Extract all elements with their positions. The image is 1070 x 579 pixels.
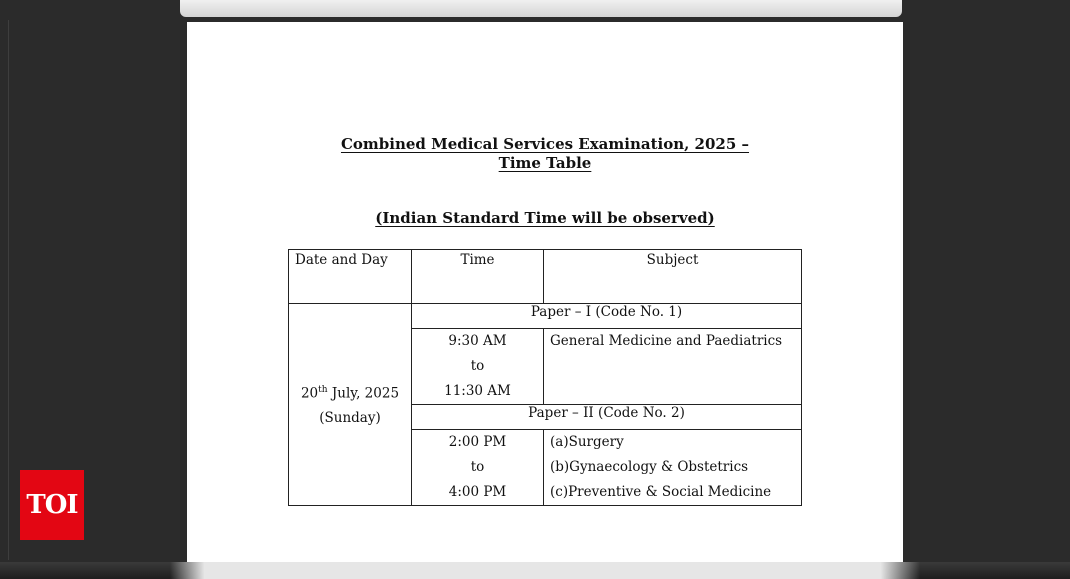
list-item: (a)Surgery	[550, 434, 624, 450]
header-time: Time	[412, 250, 544, 304]
document-title: Combined Medical Services Examination, 2025 –	[340, 135, 750, 153]
paper1-subject: General Medicine and Paediatrics	[544, 329, 802, 405]
list-item: (b)Gynaecology & Obstetrics	[550, 459, 749, 475]
exam-date-cell	[289, 304, 412, 506]
paper2-time: 2:00 PM to 4:00 PM	[412, 430, 544, 506]
viewer-bottom-strip	[0, 562, 1070, 579]
document-page	[187, 22, 903, 567]
paper1-row	[289, 304, 802, 329]
paper1-title: Paper – I (Code No. 1)	[412, 304, 802, 329]
viewer-top-strip	[180, 0, 902, 17]
toi-logo: TOI	[20, 470, 84, 540]
paper2-subjects	[544, 430, 802, 506]
document-title-line2: Time Table	[498, 154, 592, 172]
viewer-left-edge	[8, 20, 9, 560]
exam-date: 20th July, 2025	[300, 384, 400, 402]
document-subtitle: (Indian Standard Time will be observed)	[375, 209, 715, 227]
time-table	[288, 249, 802, 506]
header-subject: Subject	[544, 250, 802, 304]
table-header-row	[289, 250, 802, 304]
list-item: (c)Preventive & Social Medicine	[550, 484, 772, 500]
exam-weekday: (Sunday)	[319, 410, 381, 427]
header-date-day: Date and Day	[289, 250, 412, 304]
paper1-time: 9:30 AM to 11:30 AM	[412, 329, 544, 405]
paper2-title: Paper – II (Code No. 2)	[412, 405, 802, 430]
